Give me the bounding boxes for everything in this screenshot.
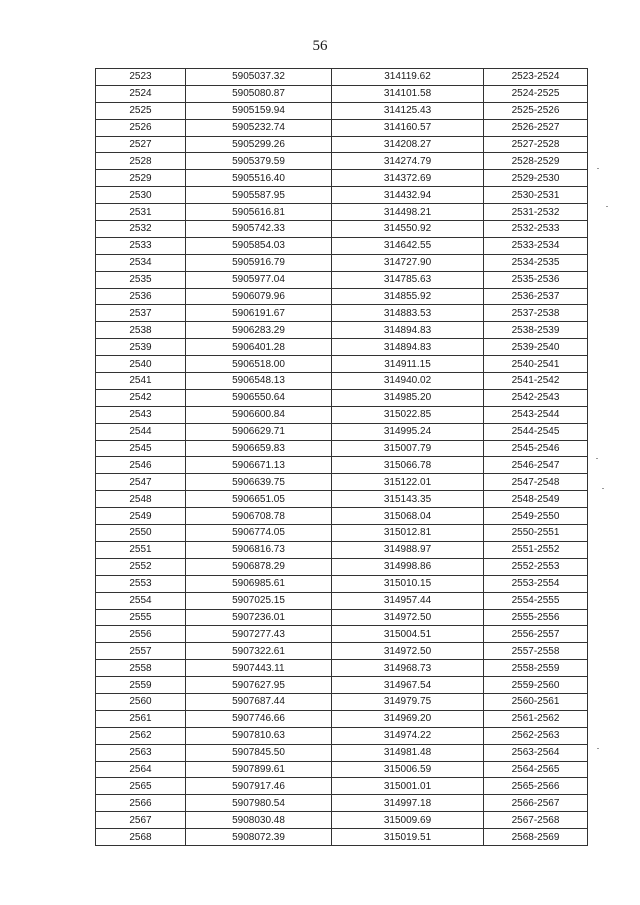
segment-cell: 2541-2542 bbox=[484, 373, 588, 390]
x-coordinate-cell: 5907277.43 bbox=[186, 626, 332, 643]
segment-cell: 2548-2549 bbox=[484, 491, 588, 508]
point-number-cell: 2560 bbox=[96, 693, 186, 710]
x-coordinate-cell: 5906401.28 bbox=[186, 339, 332, 356]
x-coordinate-cell: 5906518.00 bbox=[186, 356, 332, 373]
point-number-cell: 2524 bbox=[96, 85, 186, 102]
point-number-cell: 2565 bbox=[96, 778, 186, 795]
x-coordinate-cell: 5906600.84 bbox=[186, 406, 332, 423]
table-row bbox=[96, 373, 588, 390]
y-coordinate-cell: 314498.21 bbox=[332, 204, 484, 221]
y-coordinate-cell: 314940.02 bbox=[332, 373, 484, 390]
y-coordinate-cell: 314119.62 bbox=[332, 69, 484, 86]
point-number-cell: 2566 bbox=[96, 795, 186, 812]
table-row bbox=[96, 812, 588, 829]
x-coordinate-cell: 5907627.95 bbox=[186, 677, 332, 694]
segment-cell: 2523-2524 bbox=[484, 69, 588, 86]
point-number-cell: 2562 bbox=[96, 727, 186, 744]
x-coordinate-cell: 5906639.75 bbox=[186, 474, 332, 491]
x-coordinate-cell: 5906629.71 bbox=[186, 423, 332, 440]
segment-cell: 2555-2556 bbox=[484, 609, 588, 626]
x-coordinate-cell: 5908072.39 bbox=[186, 829, 332, 846]
segment-cell: 2552-2553 bbox=[484, 558, 588, 575]
point-number-cell: 2528 bbox=[96, 153, 186, 170]
segment-cell: 2534-2535 bbox=[484, 254, 588, 271]
point-number-cell: 2557 bbox=[96, 643, 186, 660]
x-coordinate-cell: 5905299.26 bbox=[186, 136, 332, 153]
segment-cell: 2524-2525 bbox=[484, 85, 588, 102]
y-coordinate-cell: 314894.83 bbox=[332, 339, 484, 356]
segment-cell: 2556-2557 bbox=[484, 626, 588, 643]
point-number-cell: 2564 bbox=[96, 761, 186, 778]
y-coordinate-cell: 314372.69 bbox=[332, 170, 484, 187]
segment-cell: 2543-2544 bbox=[484, 406, 588, 423]
x-coordinate-cell: 5907236.01 bbox=[186, 609, 332, 626]
scan-speck bbox=[606, 206, 608, 207]
y-coordinate-cell: 314894.83 bbox=[332, 322, 484, 339]
table-row bbox=[96, 170, 588, 187]
segment-cell: 2537-2538 bbox=[484, 305, 588, 322]
y-coordinate-cell: 315068.04 bbox=[332, 508, 484, 525]
segment-cell: 2551-2552 bbox=[484, 541, 588, 558]
x-coordinate-cell: 5907980.54 bbox=[186, 795, 332, 812]
y-coordinate-cell: 314979.75 bbox=[332, 693, 484, 710]
table-row bbox=[96, 795, 588, 812]
table-row bbox=[96, 474, 588, 491]
scan-speck bbox=[596, 458, 598, 459]
x-coordinate-cell: 5906548.13 bbox=[186, 373, 332, 390]
x-coordinate-cell: 5906671.13 bbox=[186, 457, 332, 474]
page-number: 56 bbox=[312, 38, 328, 54]
point-number-cell: 2529 bbox=[96, 170, 186, 187]
table-row bbox=[96, 406, 588, 423]
y-coordinate-cell: 314997.18 bbox=[332, 795, 484, 812]
y-coordinate-cell: 314785.63 bbox=[332, 271, 484, 288]
scan-speck bbox=[597, 168, 599, 169]
x-coordinate-cell: 5905159.94 bbox=[186, 102, 332, 119]
table-row bbox=[96, 119, 588, 136]
y-coordinate-cell: 314432.94 bbox=[332, 187, 484, 204]
x-coordinate-cell: 5906550.64 bbox=[186, 389, 332, 406]
segment-cell: 2560-2561 bbox=[484, 693, 588, 710]
point-number-cell: 2535 bbox=[96, 271, 186, 288]
x-coordinate-cell: 5906878.29 bbox=[186, 558, 332, 575]
point-number-cell: 2533 bbox=[96, 237, 186, 254]
x-coordinate-cell: 5905587.95 bbox=[186, 187, 332, 204]
point-number-cell: 2532 bbox=[96, 221, 186, 238]
segment-cell: 2564-2565 bbox=[484, 761, 588, 778]
segment-cell: 2536-2537 bbox=[484, 288, 588, 305]
point-number-cell: 2541 bbox=[96, 373, 186, 390]
table-row bbox=[96, 558, 588, 575]
table-row bbox=[96, 491, 588, 508]
y-coordinate-cell: 314998.86 bbox=[332, 558, 484, 575]
x-coordinate-cell: 5907443.11 bbox=[186, 660, 332, 677]
y-coordinate-cell: 314101.58 bbox=[332, 85, 484, 102]
segment-cell: 2550-2551 bbox=[484, 525, 588, 542]
x-coordinate-cell: 5907845.50 bbox=[186, 744, 332, 761]
y-coordinate-cell: 314972.50 bbox=[332, 643, 484, 660]
x-coordinate-cell: 5907687.44 bbox=[186, 693, 332, 710]
point-number-cell: 2554 bbox=[96, 592, 186, 609]
segment-cell: 2557-2558 bbox=[484, 643, 588, 660]
x-coordinate-cell: 5905742.33 bbox=[186, 221, 332, 238]
segment-cell: 2567-2568 bbox=[484, 812, 588, 829]
y-coordinate-cell: 314957.44 bbox=[332, 592, 484, 609]
point-number-cell: 2561 bbox=[96, 710, 186, 727]
x-coordinate-cell: 5906985.61 bbox=[186, 575, 332, 592]
table-row bbox=[96, 356, 588, 373]
table-row bbox=[96, 541, 588, 558]
point-number-cell: 2563 bbox=[96, 744, 186, 761]
point-number-cell: 2545 bbox=[96, 440, 186, 457]
y-coordinate-cell: 314125.43 bbox=[332, 102, 484, 119]
point-number-cell: 2542 bbox=[96, 389, 186, 406]
segment-cell: 2559-2560 bbox=[484, 677, 588, 694]
segment-cell: 2527-2528 bbox=[484, 136, 588, 153]
y-coordinate-cell: 315010.15 bbox=[332, 575, 484, 592]
segment-cell: 2531-2532 bbox=[484, 204, 588, 221]
y-coordinate-cell: 314642.55 bbox=[332, 237, 484, 254]
point-number-cell: 2553 bbox=[96, 575, 186, 592]
x-coordinate-cell: 5905977.04 bbox=[186, 271, 332, 288]
table-row bbox=[96, 221, 588, 238]
table-row bbox=[96, 69, 588, 86]
point-number-cell: 2534 bbox=[96, 254, 186, 271]
segment-cell: 2545-2546 bbox=[484, 440, 588, 457]
y-coordinate-cell: 315066.78 bbox=[332, 457, 484, 474]
table-row bbox=[96, 153, 588, 170]
point-number-cell: 2530 bbox=[96, 187, 186, 204]
x-coordinate-cell: 5905916.79 bbox=[186, 254, 332, 271]
y-coordinate-cell: 314974.22 bbox=[332, 727, 484, 744]
y-coordinate-cell: 314550.92 bbox=[332, 221, 484, 238]
table-row bbox=[96, 575, 588, 592]
table-row bbox=[96, 136, 588, 153]
table-row bbox=[96, 389, 588, 406]
point-number-cell: 2536 bbox=[96, 288, 186, 305]
point-number-cell: 2525 bbox=[96, 102, 186, 119]
scan-speck bbox=[602, 488, 604, 489]
point-number-cell: 2523 bbox=[96, 69, 186, 86]
x-coordinate-cell: 5905379.59 bbox=[186, 153, 332, 170]
segment-cell: 2532-2533 bbox=[484, 221, 588, 238]
segment-cell: 2528-2529 bbox=[484, 153, 588, 170]
table-row bbox=[96, 643, 588, 660]
x-coordinate-cell: 5906283.29 bbox=[186, 322, 332, 339]
table-row bbox=[96, 609, 588, 626]
y-coordinate-cell: 314988.97 bbox=[332, 541, 484, 558]
x-coordinate-cell: 5905037.32 bbox=[186, 69, 332, 86]
table-body bbox=[96, 69, 588, 846]
y-coordinate-cell: 314968.73 bbox=[332, 660, 484, 677]
point-number-cell: 2526 bbox=[96, 119, 186, 136]
table-row bbox=[96, 305, 588, 322]
y-coordinate-cell: 315006.59 bbox=[332, 761, 484, 778]
y-coordinate-cell: 314985.20 bbox=[332, 389, 484, 406]
segment-cell: 2565-2566 bbox=[484, 778, 588, 795]
y-coordinate-cell: 315001.01 bbox=[332, 778, 484, 795]
y-coordinate-cell: 314995.24 bbox=[332, 423, 484, 440]
coordinates-table bbox=[95, 68, 588, 846]
segment-cell: 2525-2526 bbox=[484, 102, 588, 119]
segment-cell: 2539-2540 bbox=[484, 339, 588, 356]
x-coordinate-cell: 5905516.40 bbox=[186, 170, 332, 187]
point-number-cell: 2550 bbox=[96, 525, 186, 542]
table-row bbox=[96, 339, 588, 356]
segment-cell: 2535-2536 bbox=[484, 271, 588, 288]
y-coordinate-cell: 314969.20 bbox=[332, 710, 484, 727]
point-number-cell: 2555 bbox=[96, 609, 186, 626]
point-number-cell: 2547 bbox=[96, 474, 186, 491]
table-row bbox=[96, 508, 588, 525]
y-coordinate-cell: 315019.51 bbox=[332, 829, 484, 846]
y-coordinate-cell: 315122.01 bbox=[332, 474, 484, 491]
segment-cell: 2544-2545 bbox=[484, 423, 588, 440]
x-coordinate-cell: 5906191.67 bbox=[186, 305, 332, 322]
table-row bbox=[96, 727, 588, 744]
segment-cell: 2549-2550 bbox=[484, 508, 588, 525]
segment-cell: 2558-2559 bbox=[484, 660, 588, 677]
x-coordinate-cell: 5905080.87 bbox=[186, 85, 332, 102]
segment-cell: 2553-2554 bbox=[484, 575, 588, 592]
x-coordinate-cell: 5906774.05 bbox=[186, 525, 332, 542]
point-number-cell: 2548 bbox=[96, 491, 186, 508]
table-row bbox=[96, 761, 588, 778]
table-row bbox=[96, 693, 588, 710]
y-coordinate-cell: 315022.85 bbox=[332, 406, 484, 423]
point-number-cell: 2544 bbox=[96, 423, 186, 440]
point-number-cell: 2537 bbox=[96, 305, 186, 322]
point-number-cell: 2549 bbox=[96, 508, 186, 525]
table-row bbox=[96, 829, 588, 846]
y-coordinate-cell: 314855.92 bbox=[332, 288, 484, 305]
point-number-cell: 2558 bbox=[96, 660, 186, 677]
segment-cell: 2546-2547 bbox=[484, 457, 588, 474]
point-number-cell: 2559 bbox=[96, 677, 186, 694]
segment-cell: 2563-2564 bbox=[484, 744, 588, 761]
scan-speck bbox=[597, 748, 599, 749]
y-coordinate-cell: 315007.79 bbox=[332, 440, 484, 457]
x-coordinate-cell: 5905616.81 bbox=[186, 204, 332, 221]
segment-cell: 2526-2527 bbox=[484, 119, 588, 136]
table-row bbox=[96, 187, 588, 204]
segment-cell: 2562-2563 bbox=[484, 727, 588, 744]
y-coordinate-cell: 314981.48 bbox=[332, 744, 484, 761]
point-number-cell: 2568 bbox=[96, 829, 186, 846]
segment-cell: 2533-2534 bbox=[484, 237, 588, 254]
table-row bbox=[96, 677, 588, 694]
segment-cell: 2561-2562 bbox=[484, 710, 588, 727]
table-row bbox=[96, 102, 588, 119]
x-coordinate-cell: 5906816.73 bbox=[186, 541, 332, 558]
segment-cell: 2542-2543 bbox=[484, 389, 588, 406]
segment-cell: 2538-2539 bbox=[484, 322, 588, 339]
x-coordinate-cell: 5905232.74 bbox=[186, 119, 332, 136]
x-coordinate-cell: 5907917.46 bbox=[186, 778, 332, 795]
x-coordinate-cell: 5908030.48 bbox=[186, 812, 332, 829]
x-coordinate-cell: 5905854.03 bbox=[186, 237, 332, 254]
segment-cell: 2568-2569 bbox=[484, 829, 588, 846]
y-coordinate-cell: 315012.81 bbox=[332, 525, 484, 542]
segment-cell: 2540-2541 bbox=[484, 356, 588, 373]
point-number-cell: 2546 bbox=[96, 457, 186, 474]
y-coordinate-cell: 314160.57 bbox=[332, 119, 484, 136]
table-row bbox=[96, 660, 588, 677]
y-coordinate-cell: 314208.27 bbox=[332, 136, 484, 153]
point-number-cell: 2531 bbox=[96, 204, 186, 221]
point-number-cell: 2556 bbox=[96, 626, 186, 643]
y-coordinate-cell: 315143.35 bbox=[332, 491, 484, 508]
table-row bbox=[96, 440, 588, 457]
point-number-cell: 2527 bbox=[96, 136, 186, 153]
y-coordinate-cell: 314967.54 bbox=[332, 677, 484, 694]
point-number-cell: 2552 bbox=[96, 558, 186, 575]
table-row bbox=[96, 778, 588, 795]
y-coordinate-cell: 314274.79 bbox=[332, 153, 484, 170]
segment-cell: 2566-2567 bbox=[484, 795, 588, 812]
table-row bbox=[96, 626, 588, 643]
y-coordinate-cell: 314727.90 bbox=[332, 254, 484, 271]
point-number-cell: 2551 bbox=[96, 541, 186, 558]
table-row bbox=[96, 592, 588, 609]
point-number-cell: 2543 bbox=[96, 406, 186, 423]
x-coordinate-cell: 5906079.96 bbox=[186, 288, 332, 305]
table-row bbox=[96, 525, 588, 542]
table-row bbox=[96, 85, 588, 102]
table-row bbox=[96, 457, 588, 474]
y-coordinate-cell: 315009.69 bbox=[332, 812, 484, 829]
x-coordinate-cell: 5906659.83 bbox=[186, 440, 332, 457]
y-coordinate-cell: 314972.50 bbox=[332, 609, 484, 626]
x-coordinate-cell: 5907025.15 bbox=[186, 592, 332, 609]
x-coordinate-cell: 5907746.66 bbox=[186, 710, 332, 727]
table-row bbox=[96, 710, 588, 727]
table-row bbox=[96, 271, 588, 288]
x-coordinate-cell: 5907899.61 bbox=[186, 761, 332, 778]
segment-cell: 2529-2530 bbox=[484, 170, 588, 187]
x-coordinate-cell: 5906651.05 bbox=[186, 491, 332, 508]
x-coordinate-cell: 5907322.61 bbox=[186, 643, 332, 660]
x-coordinate-cell: 5907810.63 bbox=[186, 727, 332, 744]
y-coordinate-cell: 315004.51 bbox=[332, 626, 484, 643]
table-row bbox=[96, 288, 588, 305]
table-row bbox=[96, 204, 588, 221]
point-number-cell: 2538 bbox=[96, 322, 186, 339]
segment-cell: 2554-2555 bbox=[484, 592, 588, 609]
table-row bbox=[96, 237, 588, 254]
segment-cell: 2530-2531 bbox=[484, 187, 588, 204]
table-row bbox=[96, 254, 588, 271]
point-number-cell: 2567 bbox=[96, 812, 186, 829]
point-number-cell: 2539 bbox=[96, 339, 186, 356]
table-row bbox=[96, 423, 588, 440]
y-coordinate-cell: 314911.15 bbox=[332, 356, 484, 373]
x-coordinate-cell: 5906708.78 bbox=[186, 508, 332, 525]
table-row bbox=[96, 322, 588, 339]
segment-cell: 2547-2548 bbox=[484, 474, 588, 491]
y-coordinate-cell: 314883.53 bbox=[332, 305, 484, 322]
table-row bbox=[96, 744, 588, 761]
point-number-cell: 2540 bbox=[96, 356, 186, 373]
